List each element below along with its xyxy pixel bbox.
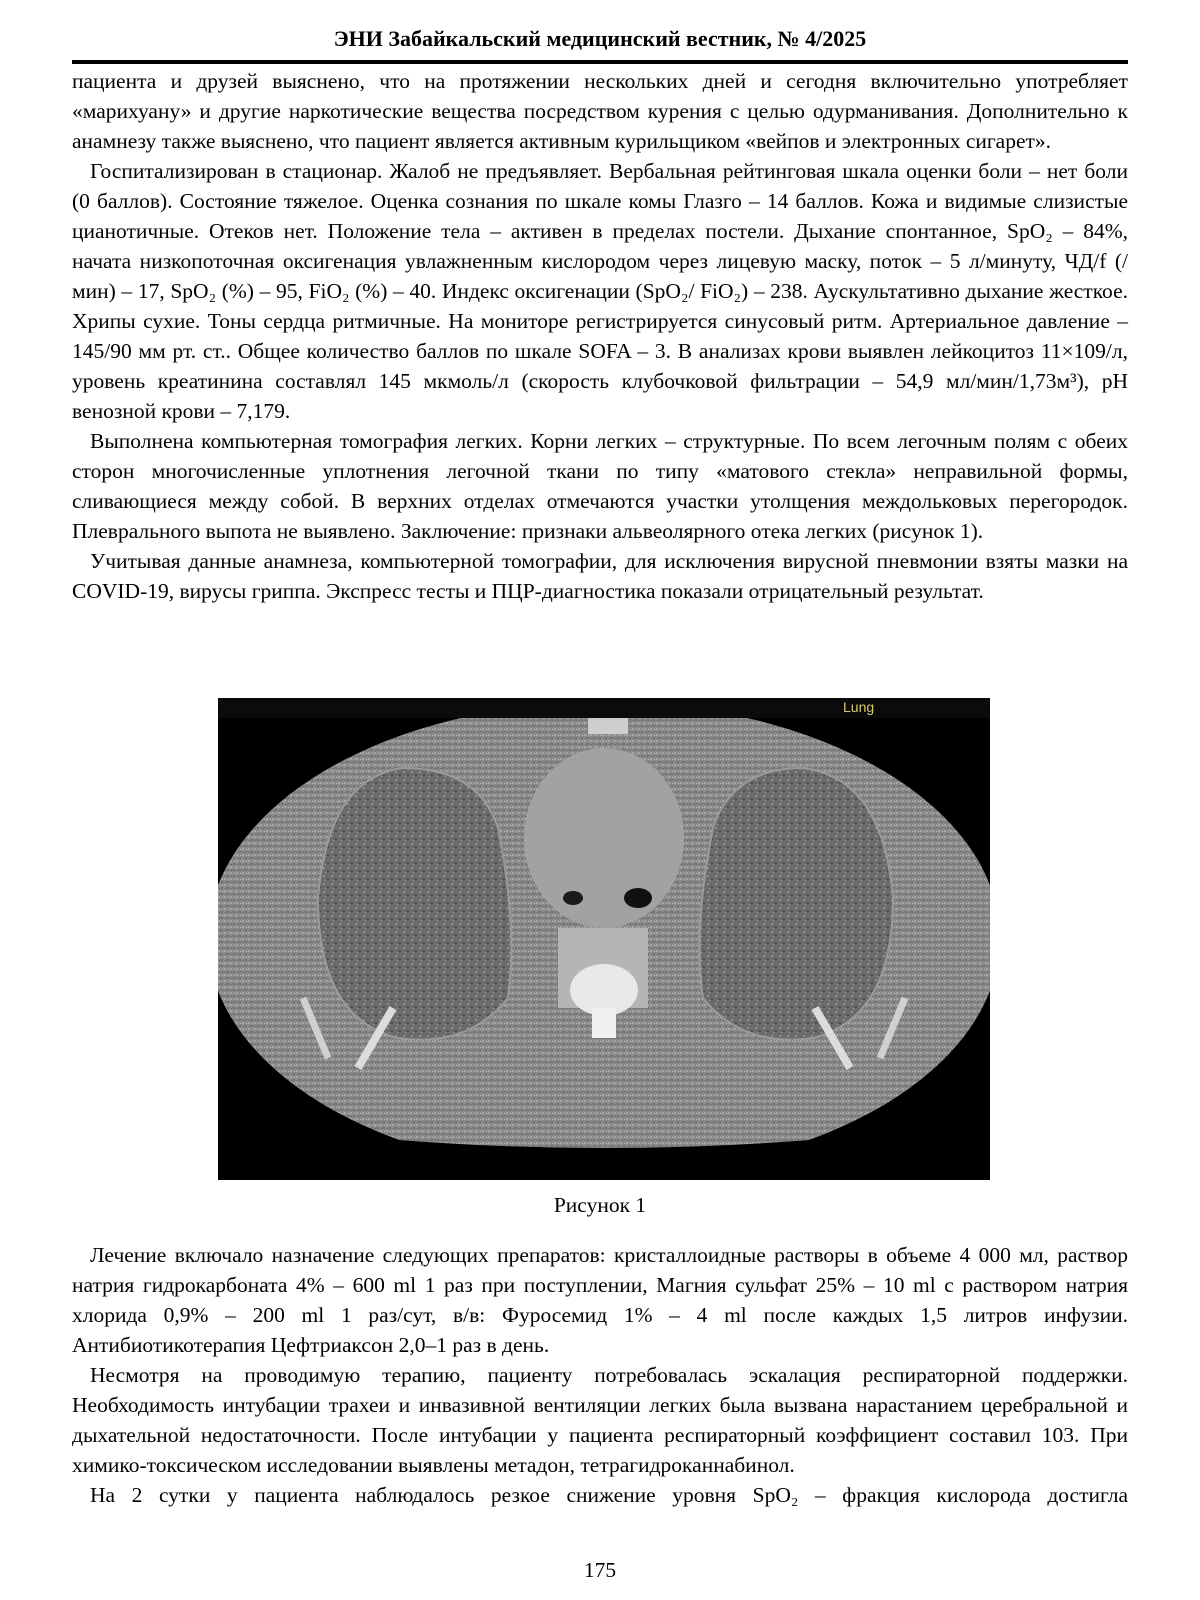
figure-caption: Рисунок 1 bbox=[553, 1193, 647, 1217]
paragraph-admission: Госпитализирован в стационар. Жалоб не предъявляет. Вербальная рейтинговая шкала оценки боли – нет боли (0 баллов). Состояние тяжелое. Оценка сознания по шкале комы Глазго – 14 баллов. Кожа и видимые слизистые цианотичные. Отеков нет. Положение тела – активен в пределах постели. Дыхание спонтанное, SpO₂ – 84%, начата низкопоточная оксигенация увлажненным кислородом через лицевую маску, поток – 5 л/минуту, ЧД/f (/мин) – 17, SpO₂ (%) – 95, FiO₂ (%) – 40. Индекс оксигенации (SpO₂/ FiO₂) – 238. Аускультативно дыхание жесткое. Хрипы сухие. Тоны сердца ритмичные. На мониторе регистрируется синусовый ритм. Артериальное давление – 145/90 мм рт. ст.. Общее количество баллов по шкале SOFA – 3. В анализах крови выявлен лейкоцитоз 11×109/л, уровень креатинина составлял 145 мкмоль/л (скорость клубочковой фильтрации – 54,9 мл/мин/1,73м³), pH венозной крови – 7,179. bbox=[72, 159, 1128, 423]
paragraph-anamnesis-continued: пациента и друзей выяснено, что на протяжении нескольких дней и сегодня включительно употребляет «марихуану» и другие наркотические вещества посредством курения с целью одурманивания. Дополнительно к анамнезу также выяснено, что пациент является активным курильщиком «вейпов и электронных сигарет». bbox=[72, 69, 1128, 153]
paragraph-treatment: Лечение включало назначение следующих препаратов: кристаллоидные растворы в объеме 4 000 мл, раствор натрия гидрокарбоната 4% – 600 ml 1 раз при поступлении, Магния сульфат 25% – 10 ml с раствором натрия хлорида 0,9% – 200 ml 1 раз/сут, в/в: Фуросемид 1% – 4 ml после каждых 1,5 литров инфузии. Антибиотикотерапия Цефтриаксон 2,0–1 раз в день. bbox=[72, 1243, 1128, 1357]
header-rule bbox=[72, 60, 1128, 64]
text-block-before-figure bbox=[72, 66, 1128, 606]
journal-header: ЭНИ Забайкальский медицинский вестник, № 4/2025 bbox=[333, 26, 867, 51]
ct-overlay-label: Lung bbox=[843, 699, 875, 715]
page-number: 175 bbox=[583, 1558, 617, 1582]
paragraph-day-two: На 2 сутки у пациента наблюдалось резкое снижение уровня SpO₂ – фракция кислорода достигла bbox=[90, 1483, 1128, 1507]
ct-scan-image bbox=[218, 698, 990, 1180]
ct-scan-figure bbox=[218, 698, 990, 1180]
paragraph-ct-findings: Выполнена компьютерная томография легких. Корни легких – структурные. По всем легочным полям с обеих сторон многочисленные уплотнения легочной ткани по типу «матового стекла» неправильной формы, сливающиеся между собой. В верхних отделах отмечаются участки утолщения междольковых перегородок. Плеврального выпота не выявлено. Заключение: признаки альвеолярного отека легких (рисунок 1). bbox=[72, 429, 1128, 543]
paragraph-viral-tests: Учитывая данные анамнеза, компьютерной томографии, для исключения вирусной пневмонии взяты мазки на COVID-19, вирусы гриппа. Экспресс тесты и ПЦР-диагностика показали отрицательный результат. bbox=[72, 549, 1128, 603]
text-block-after-figure bbox=[72, 1240, 1128, 1510]
paragraph-escalation: Несмотря на проводимую терапию, пациенту потребовалась эскалация респираторной поддержки. Необходимость интубации трахеи и инвазивной вентиляции легких была вызвана нарастанием церебральной и дыхательной недостаточности. После интубации у пациента респираторный коэффициент составил 103. При химико-токсическом исследовании выявлены метадон, тетрагидроканнабинол. bbox=[72, 1363, 1128, 1477]
